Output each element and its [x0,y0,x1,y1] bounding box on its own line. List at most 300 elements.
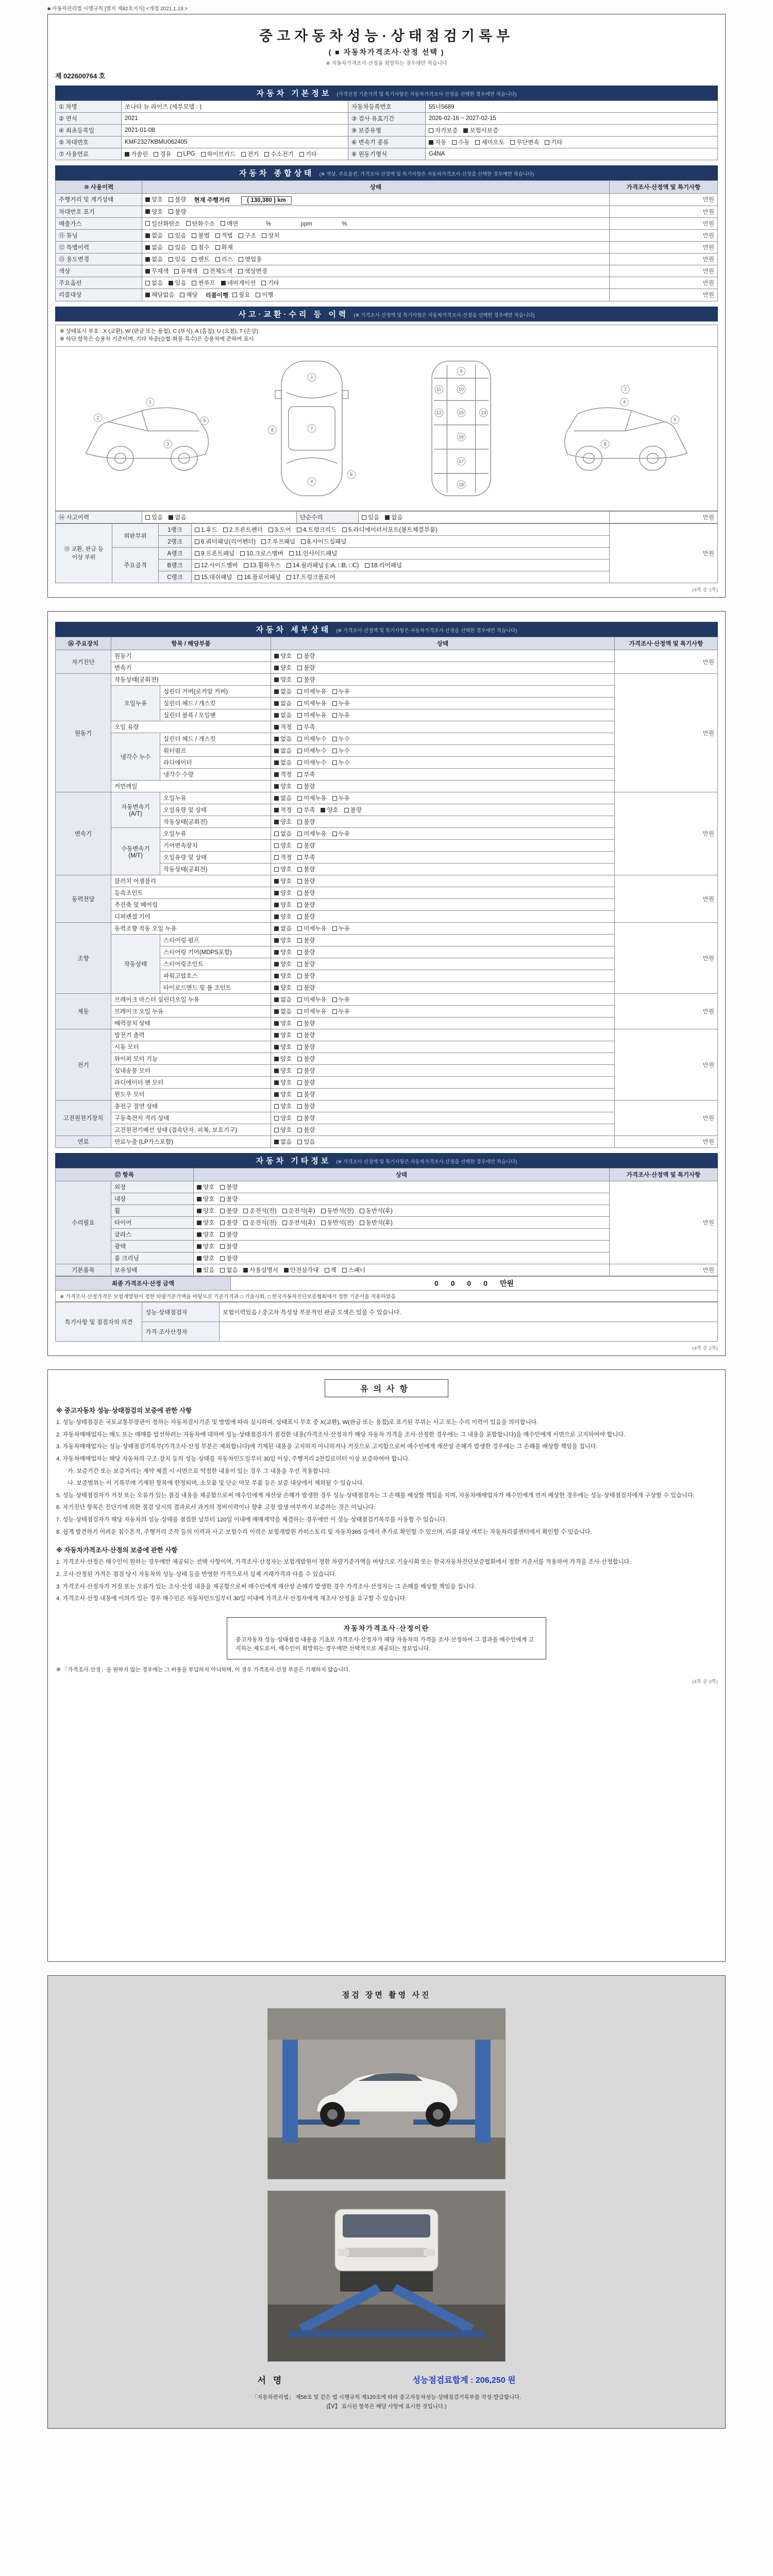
checkbox-option[interactable] [274,687,292,696]
checkbox-option[interactable] [297,1031,315,1039]
checkbox-option[interactable] [282,1218,315,1227]
checkbox-option[interactable] [297,1078,315,1087]
checkbox-option[interactable] [287,573,335,581]
checkbox-option[interactable] [297,758,326,767]
checkbox-option[interactable] [274,1007,292,1015]
checkbox-label: 양호 [280,653,292,659]
checkbox-option[interactable] [274,1031,292,1039]
checkbox-option[interactable] [297,889,315,897]
checkbox-option[interactable] [452,138,469,146]
checkbox-option[interactable] [274,758,292,767]
checkbox-option[interactable] [297,1019,315,1027]
checkbox-option[interactable] [297,687,326,696]
checkbox-option[interactable] [297,995,326,1004]
checkbox-option[interactable] [215,255,233,263]
section-other-header [55,1153,718,1168]
checkbox-option[interactable] [169,195,186,204]
checkbox-icon [297,737,302,741]
checkbox-option[interactable] [243,1207,276,1215]
checkbox-icon [201,152,206,157]
checkbox-label: 양호 [280,973,292,979]
checkbox-option[interactable] [241,150,259,158]
checkbox-label: 양호 [280,1127,292,1133]
checkbox-option[interactable] [192,255,209,263]
checkbox-option[interactable] [238,573,281,581]
rank-label: B랭크 [159,560,192,571]
checkbox-icon [297,997,302,1002]
checkbox-option[interactable] [274,735,292,743]
checkbox-label: 운전석(후) [288,1220,315,1226]
notice-title: 유의사항 [325,1379,448,1397]
checkbox-label: 양호 [203,1184,215,1191]
checkbox-option[interactable] [232,291,250,299]
checkbox-option[interactable] [145,208,163,216]
checkbox-option[interactable] [321,806,338,814]
item-label: 오일 유량 [111,721,271,733]
notice-item: 나. 보증범위는 이 기록부에 기재된 항목에 한정되며, 소모품 및 단순 마모 부품 등은 보증 대상에서 제외될 수 있습니다. [68,1480,364,1487]
inspector-remark [220,1322,718,1342]
checkbox-option[interactable] [220,1195,238,1203]
checkbox-option[interactable] [297,735,326,743]
checkbox-option[interactable] [321,1207,354,1215]
checkbox-option[interactable] [297,972,315,980]
checkbox-option[interactable] [256,291,273,299]
checkbox-option[interactable] [332,995,350,1004]
checkbox-option[interactable] [243,1218,276,1227]
checkbox-option[interactable] [297,1114,315,1122]
checkbox-option[interactable] [195,561,238,569]
item-label: 충전구 절연 상태 [111,1100,271,1112]
checkbox-option[interactable] [197,1230,214,1239]
checkbox-icon [220,1197,225,1201]
checkbox-option[interactable] [274,912,292,921]
checkbox-option[interactable] [177,151,195,157]
checkbox-option[interactable] [297,1138,315,1146]
checkbox-icon [195,563,199,568]
table-header-row [56,637,718,650]
checkbox-option[interactable] [344,806,362,814]
checkbox-option[interactable] [197,1218,214,1227]
checkbox-icon [169,257,173,262]
checkbox-option[interactable] [274,770,292,778]
signature-row [55,2373,718,2386]
checkbox-option[interactable] [297,1043,315,1051]
checkbox-option[interactable] [145,291,174,299]
checkbox-option[interactable] [297,699,326,707]
checkbox-option[interactable] [274,806,292,814]
checkbox-icon [274,1021,279,1026]
checkbox-option[interactable] [274,960,292,968]
checkbox-option[interactable] [145,243,163,251]
device-label: 동력전달 [56,875,111,923]
checkbox-option[interactable] [332,747,350,755]
row-label: ⑭ 사고이력 [56,512,142,523]
checkbox-icon [145,233,150,238]
checkbox-label: 누유 [338,795,350,802]
checkbox-icon [282,1209,287,1213]
row-label: 색상 [56,265,142,277]
checkbox-option[interactable] [297,829,326,838]
checkbox-option[interactable] [239,255,262,263]
checkbox-option[interactable] [429,126,458,134]
checkbox-option[interactable] [145,255,163,263]
checkbox-label: 없음 [175,515,187,521]
checkbox-option[interactable] [145,279,163,287]
table-row [56,125,718,137]
checkbox-label: 양호 [280,914,292,920]
checkbox-option[interactable] [262,231,279,240]
checkbox-option[interactable] [197,1183,214,1191]
checkbox-option[interactable] [274,1043,292,1051]
checkbox-option[interactable] [274,865,292,873]
checkbox-option[interactable] [220,1230,238,1239]
checkbox-option[interactable] [223,526,263,534]
checkbox-option[interactable] [274,1126,292,1134]
checkbox-option[interactable] [261,279,279,287]
checkbox-option[interactable] [429,138,446,146]
checkbox-option[interactable] [186,219,215,228]
checkbox-option[interactable] [274,664,292,672]
checkbox-option[interactable] [215,231,233,240]
field-value: 2021-01-08 [122,125,348,137]
checkbox-option[interactable] [220,1218,238,1227]
checkbox-icon [195,539,199,544]
checkbox-option[interactable] [264,150,293,158]
checkbox-option[interactable] [332,829,350,838]
checkbox-option[interactable] [239,231,256,240]
state-cell [271,816,615,828]
rank-label: C랭크 [159,571,192,583]
checkbox-option[interactable] [180,291,197,299]
checkbox-label: 해당없음 [152,292,175,298]
price-cell: 만원 [615,1029,718,1100]
checkbox-option[interactable] [197,1266,214,1274]
checkbox-option[interactable] [197,1195,214,1203]
checkbox-option[interactable] [154,150,171,158]
checkbox-option[interactable] [220,1254,238,1262]
checkbox-option[interactable] [297,841,315,850]
checkbox-option[interactable] [297,818,315,826]
checkbox-icon [197,1185,201,1190]
checkbox-option[interactable] [192,231,209,240]
checkbox-label: 운전석(전) [249,1208,277,1214]
checkbox-label: 적정 [280,772,292,778]
device-label: 조향 [56,923,111,994]
checkbox-icon [297,1140,302,1144]
checkbox-label: 양호 [280,843,292,849]
checkbox-option[interactable] [274,889,292,897]
checkbox-option[interactable] [204,267,232,275]
item-label: 오일누유 [160,828,271,840]
checkbox-label: 세미오토 [481,140,505,146]
checkbox-label: 적정 [280,807,292,814]
checkbox-icon [274,1128,279,1132]
checkbox-option[interactable] [297,853,315,861]
checkbox-option[interactable] [297,770,315,778]
column-header: 항목 / 해당부품 [111,637,271,650]
checkbox-option[interactable] [297,711,326,719]
checkbox-option[interactable] [297,794,326,802]
checkbox-option[interactable] [297,1055,315,1063]
checkbox-option[interactable] [215,243,233,251]
checkbox-label: 이행 [262,292,274,298]
checkbox-option[interactable] [220,1183,238,1191]
checkbox-option[interactable] [332,758,350,767]
checkbox-option[interactable] [332,924,350,933]
svg-text:9: 9 [460,368,463,374]
checkbox-option[interactable] [342,526,438,534]
checkbox-option[interactable] [274,901,292,909]
checkbox-option[interactable] [274,723,292,731]
checkbox-option[interactable] [192,243,209,251]
checkbox-option[interactable] [274,841,292,850]
checkbox-icon [274,986,279,990]
state-cell [271,1112,615,1124]
checkbox-icon [287,563,291,568]
checkbox-option[interactable] [475,138,504,146]
checkbox-option[interactable] [321,1218,354,1227]
checkbox-option[interactable] [360,1207,393,1215]
checkbox-label: 불량 [226,1208,238,1214]
checkbox-option[interactable] [510,138,539,146]
checkbox-option[interactable] [297,960,315,968]
checkbox-option[interactable] [274,818,292,826]
checkbox-option[interactable] [197,1242,214,1250]
checkbox-option[interactable] [274,1066,292,1075]
price-digits: 0 0 0 0 [434,1279,493,1287]
checkbox-option[interactable] [332,794,350,802]
checkbox-option[interactable] [325,1266,337,1274]
checkbox-option[interactable] [169,279,186,287]
checkbox-option[interactable] [274,747,292,755]
checkbox-option[interactable] [545,138,562,146]
svg-text:3: 3 [166,441,170,447]
checkbox-option[interactable] [297,747,326,755]
checkbox-option[interactable] [282,1207,315,1215]
checkbox-option[interactable] [169,208,186,216]
checkbox-option[interactable] [274,1138,292,1146]
document-number: 제 022600764 호 [55,72,106,80]
checkbox-icon [274,903,279,907]
state-cell [271,852,615,863]
checkbox-option[interactable] [297,877,315,885]
checkbox-option[interactable] [274,1078,292,1087]
state-cell [271,840,615,852]
item-label: 와이퍼 모터 기능 [111,1053,271,1065]
checkbox-icon [321,808,325,812]
checkbox-option[interactable] [221,279,256,287]
checkbox-icon [274,1057,279,1061]
checkbox-option[interactable] [332,735,350,743]
checkbox-option[interactable] [169,513,186,521]
checkbox-option[interactable] [220,1242,238,1250]
row-label: 단순수리 [297,512,359,523]
checkbox-icon [297,808,302,812]
checkbox-option[interactable] [297,912,315,921]
checkbox-option[interactable] [274,972,292,980]
checkbox-label: 동반석(후) [365,1208,393,1214]
checkbox-option[interactable] [297,782,315,790]
checkbox-option[interactable] [145,231,163,240]
checkbox-option[interactable] [238,267,267,275]
svg-text:6: 6 [349,471,352,477]
item-label: 워터펌프 [160,745,271,757]
checkbox-option[interactable] [299,150,317,158]
section-title: 자동차 기본정보 [256,89,332,98]
checkbox-label: 없음 [280,713,292,719]
item-label: 오일누유 [160,792,271,804]
checkbox-option[interactable] [195,537,256,546]
checkbox-label: 적정 [280,724,292,731]
checkbox-option[interactable] [201,150,236,158]
checkbox-option[interactable] [297,664,315,672]
checkbox-option[interactable] [297,723,315,731]
checkbox-icon [197,1197,201,1201]
checkbox-option[interactable] [195,549,234,557]
price-evaluation-info-box [227,1617,546,1659]
other-info-table-area [55,1168,718,1276]
state-cell [271,828,615,840]
state-cell [271,899,615,911]
checkbox-option[interactable] [220,1266,238,1274]
checkbox-option[interactable] [297,936,315,944]
row-label: 차대번호 표기 [56,206,142,217]
checkbox-option[interactable] [274,936,292,944]
checkbox-option[interactable] [342,1266,365,1274]
notice-item: 6. 자기진단 항목은 진단기에 의한 점검 당시의 결과로서 과거의 정비이력이나 향후 고장 발생 여부까지 보증하는 것은 아닙니다. [56,1504,376,1511]
checkbox-option[interactable] [287,561,359,569]
checkbox-option[interactable] [274,699,292,707]
checkbox-option[interactable] [274,1019,292,1027]
checkbox-icon [274,689,279,694]
checkbox-option[interactable] [297,526,337,534]
checkbox-option[interactable] [463,126,498,134]
checkbox-option[interactable] [145,195,163,204]
checkbox-option[interactable] [274,1102,292,1110]
checkbox-option[interactable] [243,1266,278,1274]
checkbox-option[interactable] [274,652,292,660]
subgroup-label: 작동상태 [111,935,160,994]
checkbox-option[interactable] [332,699,350,707]
checkbox-option[interactable] [297,865,315,873]
checkbox-option[interactable] [274,948,292,956]
checkbox-option[interactable] [274,1090,292,1098]
checkbox-option[interactable] [297,924,326,933]
checkbox-option[interactable] [297,1126,315,1134]
checkbox-option[interactable] [274,924,292,933]
checkbox-label: 불량 [304,843,315,849]
checkbox-option[interactable] [301,537,346,546]
checkbox-option[interactable] [244,561,281,569]
checkbox-label: 미세누유 [304,701,327,707]
state-cell [271,1065,615,1077]
checkbox-label: 없음 [152,233,163,239]
checkbox-option[interactable] [297,984,315,992]
item-label: 룸 크리닝 [111,1252,194,1264]
checkbox-option[interactable] [360,1218,393,1227]
state-cell [271,935,615,946]
checkbox-option[interactable] [365,561,402,569]
checkbox-option[interactable] [169,231,186,240]
checkbox-icon [274,1069,279,1073]
checkbox-option[interactable] [362,513,379,521]
inspection-record-page [47,0,726,2429]
checkbox-option[interactable] [332,687,350,696]
checkbox-option[interactable] [274,829,292,838]
checkbox-option[interactable] [169,243,186,251]
page-marker: (4쪽 중 2쪽) [692,1346,718,1351]
checkbox-option[interactable] [274,711,292,719]
subgroup-label: 냉각수 누수 [111,733,160,781]
checkbox-option[interactable] [297,675,315,684]
notice-section-heading: ※ 중고자동차 성능·상태점검의 보증에 관한 사항 [56,1407,192,1414]
checkbox-option[interactable] [385,513,402,521]
checkbox-option[interactable] [297,1066,315,1075]
checkbox-option[interactable] [197,1207,214,1215]
checkbox-option[interactable] [297,652,315,660]
checkbox-option[interactable] [274,794,292,802]
checkbox-icon [274,1033,279,1038]
checkbox-option[interactable] [174,267,197,275]
checkbox-option[interactable] [297,806,315,814]
checkbox-option[interactable] [332,711,350,719]
checkbox-option[interactable] [220,1207,238,1215]
checkbox-option[interactable] [297,1007,326,1015]
checkbox-option[interactable] [195,573,232,581]
item-label: 광택 [111,1241,194,1252]
checkbox-option[interactable] [289,549,338,557]
checkbox-option[interactable] [169,255,186,263]
checkbox-label: 불량 [226,1184,238,1191]
checkbox-option[interactable] [261,537,295,546]
checkbox-option[interactable] [297,1102,315,1110]
checkbox-option[interactable] [274,1114,292,1122]
checkbox-label: 양호 [280,1115,292,1122]
footer-line-2: (【Ⅴ】 표시된 항목은 해당 사항에 표시한 것입니다.) [326,2403,447,2410]
checkbox-option[interactable] [268,526,291,534]
checkbox-option[interactable] [274,675,292,684]
checkbox-option[interactable] [145,267,169,275]
checkbox-option[interactable] [195,526,217,534]
checkbox-label: 불량 [304,1044,315,1050]
checkbox-option[interactable] [284,1266,319,1274]
checkbox-option[interactable] [145,219,180,228]
checkbox-option[interactable] [297,1090,315,1098]
checkbox-option[interactable] [274,995,292,1004]
checkbox-option[interactable] [197,1254,214,1262]
checkbox-label: 누유 [338,997,350,1003]
state-cell [271,721,615,733]
svg-text:13: 13 [481,410,486,415]
checkbox-option[interactable] [125,150,148,158]
checkbox-option[interactable] [332,1007,350,1015]
checkbox-option[interactable] [145,513,163,521]
parts-cell [192,524,610,536]
checkbox-option[interactable] [274,853,292,861]
checkbox-option[interactable] [274,782,292,790]
checkbox-option[interactable] [240,549,283,557]
checkbox-option[interactable] [274,984,292,992]
checkbox-option[interactable] [274,877,292,885]
checkbox-label: 3.도어 [274,527,291,533]
checkbox-option[interactable] [297,948,315,956]
checkbox-option[interactable] [274,1055,292,1063]
checkbox-option[interactable] [297,901,315,909]
checkbox-option[interactable] [221,219,238,228]
subgroup-label: 자동변속기 (A/T) [111,792,160,828]
field-label: ⑦ 사용연료 [56,148,122,160]
checkbox-option[interactable] [192,279,215,287]
